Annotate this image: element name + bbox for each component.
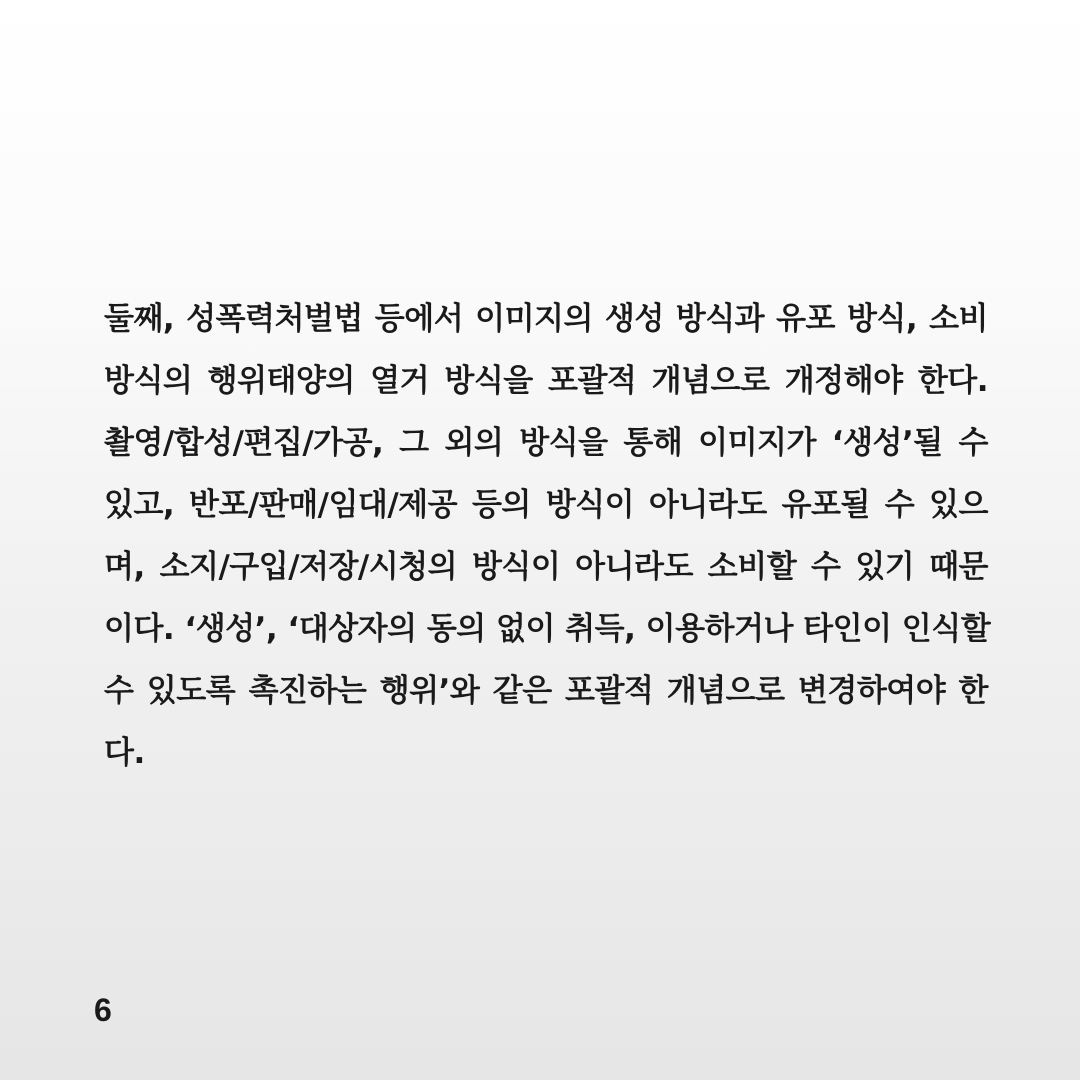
paragraph-line-2: 방식의 행위태양의 열거 방식을 포괄적 개념으로 개정해야 한다. (104, 363, 988, 399)
paragraph-line-6: 이다. ‘생성’, ‘대상자의 동의 없이 취득, 이용하거나 타인이 인식할 (104, 611, 991, 647)
paragraph-line-7: 수 있도록 촉진하는 행위’와 같은 포괄적 개념으로 변경하여야 한 (104, 673, 988, 709)
page-number: 6 (94, 992, 112, 1028)
body-paragraph (104, 288, 991, 784)
paragraph-line-5: 며, 소지/구입/저장/시청의 방식이 아니라도 소비할 수 있기 때문 (104, 549, 988, 585)
paragraph-line-1: 둘째, 성폭력처벌법 등에서 이미지의 생성 방식과 유포 방식, 소비 (104, 301, 988, 337)
paragraph-line-3: 촬영/합성/편집/가공, 그 외의 방식을 통해 이미지가 ‘생성’될 수 (104, 425, 988, 461)
paragraph-line-4: 있고, 반포/판매/임대/제공 등의 방식이 아니라도 유포될 수 있으 (104, 487, 988, 523)
paragraph-line-8: 다. (104, 735, 145, 771)
